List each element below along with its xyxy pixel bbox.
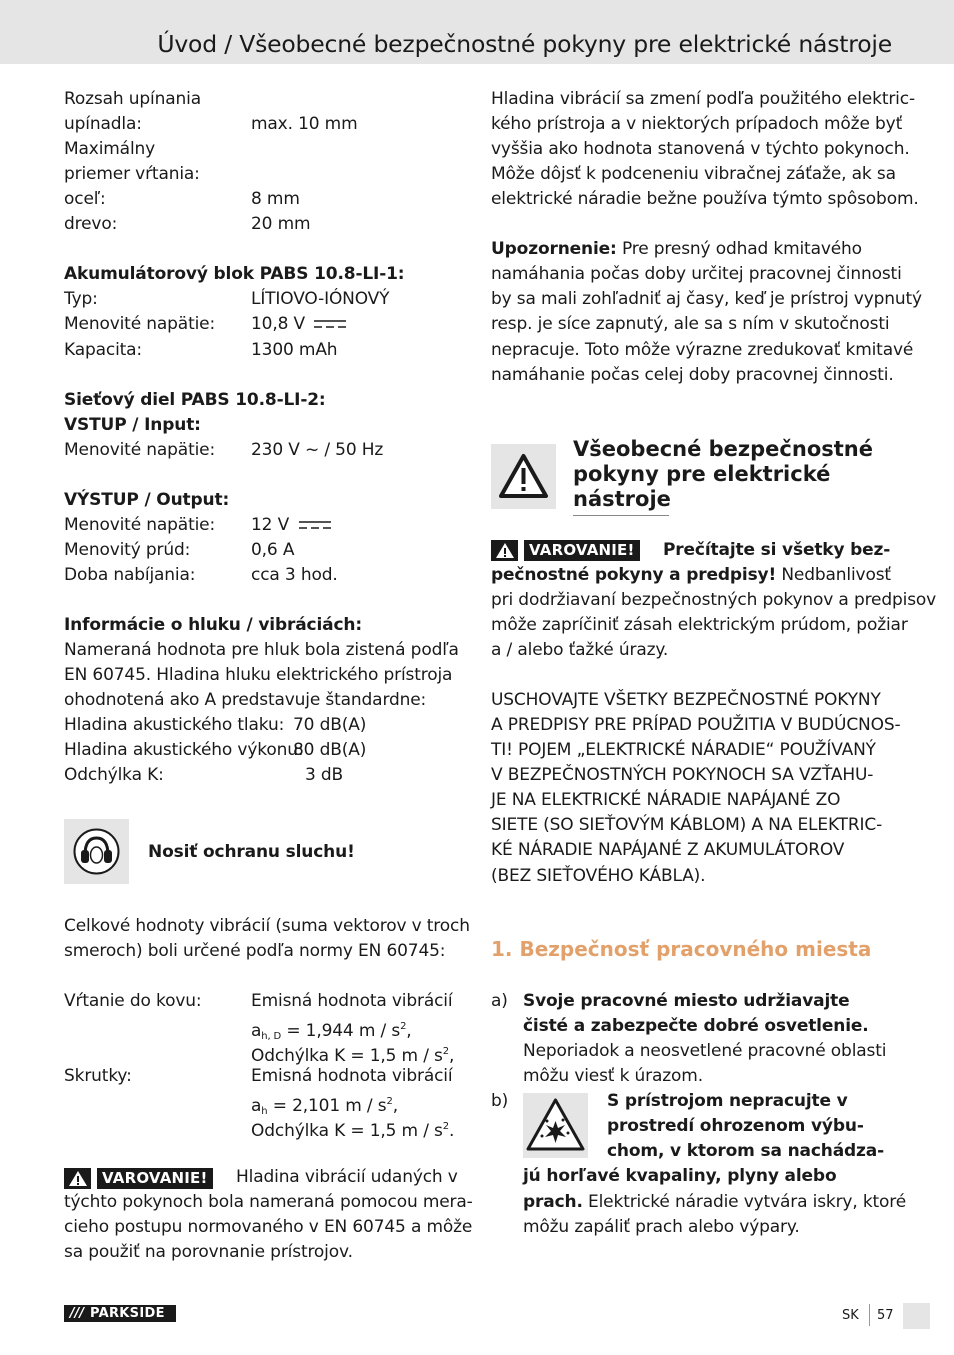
explosion-warning-icon-box [523, 1093, 588, 1158]
spec-clamp-label: upínadla: [64, 114, 142, 134]
keep-instructions: KÉ NÁRADIE NAPÁJANÉ Z AKUMULÁTOROV [491, 840, 845, 860]
section-heading: Všeobecné bezpečnostné pokyny pre elektrické nástroje [573, 437, 873, 511]
general-warning-icon-box [491, 444, 556, 509]
list-marker: a) [491, 991, 508, 1011]
note-line: namáhania počas doby určitej pracovnej činnosti [491, 264, 902, 284]
note-line: by sa mali zohľadniť aj časy, keď je prístroj vypnutý [491, 289, 922, 309]
noise-text: Nameraná hodnota pre hluk bola zistená podľa [64, 640, 459, 660]
vib-screw-emission: Emisná hodnota vibrácií [251, 1066, 453, 1086]
warning-triangle-icon [491, 444, 556, 509]
footer-tab-marker [903, 1303, 930, 1329]
spec-steel-value: 8 mm [251, 189, 300, 209]
vibration-intro: Celkové hodnoty vibrácií (suma vektorov v troch [64, 916, 470, 936]
noise-k-label: Odchýlka K: [64, 765, 164, 785]
noise-heading: Informácie o hluku / vibráciách: [64, 615, 362, 635]
item-b-text: môžu zapáliť prach alebo výpary. [523, 1217, 800, 1237]
vib-drill-k: Odchýlka K = 1,5 m / $s^2$, [251, 1046, 455, 1066]
noise-power-label: Hladina akustického výkonu: [64, 740, 304, 760]
keep-instructions: TI! POJEM „ELEKTRICKÉ NÁRADIE“ POUŽÍVANÝ [491, 740, 876, 760]
item-b-bold: prostredí ohrozenom výbu- [607, 1116, 864, 1136]
charger-out-voltage-label: Menovité napätie: [64, 515, 216, 535]
warning-label: VAROVANIE! [97, 1168, 213, 1189]
spec-wood-label: drevo: [64, 214, 118, 234]
keep-instructions: A PREDPISY PRE PRÍPAD POUŽITIA V BUDÚCNOS- [491, 715, 901, 735]
item-b-bold: S prístrojom nepracujte v [607, 1091, 848, 1111]
warning-text: pečnostné pokyny a predpisy! Nedbanlivosť [491, 565, 891, 585]
note-line: Upozornenie: Pre presný odhad kmitavého [491, 239, 862, 259]
keep-instructions: V BEZPEČNOSTNÝCH POKYNOCH SA VZŤAHU- [491, 765, 874, 785]
parkside-logo [64, 1305, 176, 1322]
logo-stripes: /// [69, 1306, 85, 1321]
charger-current-value: 0,6 A [251, 540, 295, 560]
noise-pressure-label: Hladina akustického tlaku: [64, 715, 285, 735]
spec-wood-value: 20 mm [251, 214, 311, 234]
spec-drill-line1: Maximálny [64, 139, 156, 159]
charger-current-label: Menovitý prúd: [64, 540, 191, 560]
charger-in-voltage-value: 230 V ~ / 50 Hz [251, 440, 384, 460]
noise-k-value: 3 dB [305, 765, 344, 785]
warning-text: Prečítajte si všetky bez- [663, 540, 891, 560]
note-line: resp. je síce zapnutý, ale sa s ním v skutočnosti [491, 314, 890, 334]
warning-text: a / alebo ťažké úrazy. [491, 640, 669, 660]
noise-text: EN 60745. Hladina hluku elektrického prístroja [64, 665, 453, 685]
charger-output-heading: VÝSTUP / Output: [64, 490, 230, 510]
battery-voltage-value: 10,8 V [251, 314, 305, 334]
spec-drill-line2: priemer vŕtania: [64, 164, 200, 184]
warning-text: pri dodržiavaní bezpečnostných pokynov a predpisov [491, 590, 937, 610]
vibration-paragraph: elektrické náradie bežne používa týmto spôsobom. [491, 189, 919, 209]
ear-protection-text: Nosiť ochranu sluchu! [148, 842, 355, 862]
spec-steel-label: oceľ: [64, 189, 106, 209]
charger-out-voltage-value: 12 V [251, 515, 290, 535]
list-marker: b) [491, 1091, 509, 1111]
keep-instructions: (BEZ SIEŤOVÉHO KÁBLA). [491, 866, 706, 886]
warning-text: týchto pokynoch bola nameraná pomocou mera- [64, 1192, 473, 1212]
keep-instructions: SIETE (SO SIEŤOVÝM KÁBLOM) A NA ELEKTRIC- [491, 815, 883, 835]
ear-protection-icon [64, 819, 129, 884]
warning-text: môže zapríčiniť zásah elektrickým prúdom, požiar [491, 615, 908, 635]
battery-capacity-value: 1300 mAh [251, 340, 338, 360]
warning-badge [64, 1168, 213, 1189]
section-heading-rule [573, 515, 669, 516]
item-a-bold: čisté a zabezpečte dobré osvetlenie. [523, 1016, 869, 1036]
vib-screw-value: $a_h = 2,101$ m / $s^2$, [251, 1096, 398, 1117]
battery-type-value: LÍTIOVO-IÓNOVÝ [251, 289, 390, 309]
item-b-bold: jú horľavé kvapaliny, plyny alebo [523, 1166, 837, 1186]
ear-protection-icon-box [64, 819, 129, 884]
charger-heading: Sieťový diel PABS 10.8-LI-2: [64, 390, 326, 410]
battery-type-label: Typ: [64, 289, 98, 309]
noise-text: ohodnotená ako A predstavuje štandardne: [64, 690, 427, 710]
vib-screw-label: Skrutky: [64, 1066, 132, 1086]
battery-capacity-label: Kapacita: [64, 340, 143, 360]
charger-in-voltage-label: Menovité napätie: [64, 440, 216, 460]
vib-drill-value: $a_{h, D} = 1,944$ m / $s^2$, [251, 1021, 412, 1042]
explosion-icon [523, 1093, 588, 1158]
spec-clamp-line1: Rozsah upínania [64, 89, 201, 109]
charger-time-label: Doba nabíjania: [64, 565, 196, 585]
page-header [0, 0, 954, 64]
note-line: nepracuje. Toto môže výrazne zredukovať kmitavé [491, 340, 914, 360]
vibration-intro: smeroch) boli určené podľa normy EN 60745: [64, 941, 446, 961]
vibration-paragraph: Hladina vibrácií sa zmení podľa použitého elektric- [491, 89, 915, 109]
spec-clamp-value: max. 10 mm [251, 114, 358, 134]
footer-divider [869, 1304, 870, 1326]
vibration-paragraph: Môže dôjsť k podceneniu vibračnej záťaže, ak sa [491, 164, 896, 184]
charger-time-value: cca 3 hod. [251, 565, 338, 585]
vibration-paragraph: vyššia ako hodnota stanovená v týchto pokynoch. [491, 139, 910, 159]
vib-drill-label: Vŕtanie do kovu: [64, 991, 202, 1011]
item-b-text: prach. Elektrické náradie vytvára iskry, ktoré [523, 1192, 907, 1212]
logo-brand: PARKSIDE [90, 1306, 165, 1321]
item-b-bold: chom, v ktorom sa nachádza- [607, 1141, 885, 1161]
item-a-bold: Svoje pracovné miesto udržiavajte [523, 991, 850, 1011]
dc-symbol-icon [313, 319, 347, 329]
battery-heading: Akumulátorový blok PABS 10.8-LI-1: [64, 264, 405, 284]
noise-power-value: 80 dB(A) [293, 740, 367, 760]
warning-text: Hladina vibrácií udaných v [236, 1167, 458, 1187]
vib-drill-emission: Emisná hodnota vibrácií [251, 991, 453, 1011]
warning-text: sa použiť na porovnanie prístrojov. [64, 1242, 353, 1262]
page-number: 57 [877, 1308, 894, 1323]
item-a-text: môžu viesť k úrazom. [523, 1066, 703, 1086]
workplace-heading: 1. Bezpečnosť pracovného miesta [491, 937, 872, 961]
warning-text: cieho postupu normovaného v EN 60745 a môže [64, 1217, 473, 1237]
page-title: Úvod / Všeobecné bezpečnostné pokyny pre elektrické nástroje [157, 30, 892, 58]
warning-triangle-icon [491, 540, 518, 561]
warning-label: VAROVANIE! [524, 540, 640, 561]
warning-badge [491, 540, 640, 561]
charger-input-heading: VSTUP / Input: [64, 415, 201, 435]
warning-triangle-icon [64, 1168, 91, 1189]
vibration-paragraph: kého prístroja a v niektorých prípadoch môže byť [491, 114, 903, 134]
dc-symbol-icon [298, 520, 332, 530]
keep-instructions: JE NA ELEKTRICKÉ NÁRADIE NAPÁJANÉ ZO [491, 790, 841, 810]
keep-instructions: USCHOVAJTE VŠETKY BEZPEČNOSTNÉ POKYNY [491, 690, 881, 710]
battery-voltage-label: Menovité napätie: [64, 314, 216, 334]
language-code: SK [842, 1308, 859, 1323]
vib-screw-k: Odchýlka K = 1,5 m / $s^2$. [251, 1121, 455, 1141]
note-line: namáhanie počas celej doby pracovnej činnosti. [491, 365, 894, 385]
noise-pressure-value: 70 dB(A) [293, 715, 367, 735]
item-a-text: Neporiadok a neosvetlené pracovné oblasti [523, 1041, 887, 1061]
